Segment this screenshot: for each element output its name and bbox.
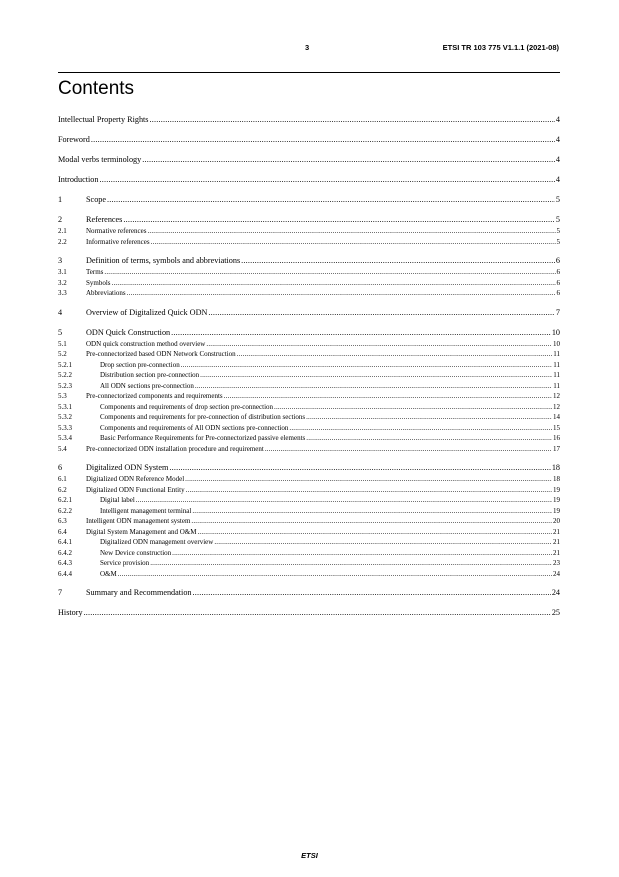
toc-entry-title: Components and requirements of drop section pre-connection (100, 402, 274, 411)
toc-entry-title: Intelligent ODN management system (86, 517, 191, 525)
toc-entry-page: 4 (555, 115, 560, 124)
toc-entry[interactable] (58, 587, 560, 599)
toc-entry-page: 23 (553, 559, 560, 567)
toc-entry-number: 5.4 (58, 444, 67, 453)
toc-dot-leader (123, 214, 555, 226)
toc-entry-number: 6.4.2 (58, 548, 72, 557)
toc-entry-title: O&M (100, 569, 117, 578)
toc-dot-leader (136, 495, 552, 506)
toc-entry-page: 17 (553, 444, 560, 453)
toc-entry-page: 24 (553, 569, 560, 578)
toc-entry-number: 6.2 (58, 485, 67, 494)
toc-dot-leader (118, 569, 552, 580)
toc-entry-title: ODN quick construction method overview (86, 339, 206, 348)
toc-dot-leader (151, 237, 556, 248)
toc-entry-title: Digitalized ODN Reference Model (86, 475, 185, 483)
toc-entry[interactable] (58, 134, 560, 146)
toc-entry-title: Digitalized ODN management overview (100, 538, 214, 546)
toc-entry[interactable] (58, 237, 560, 248)
toc-entry-title: Basic Performance Requirements for Pre-connectorized passive elements (100, 434, 306, 442)
toc-dot-leader (224, 391, 552, 402)
toc-dot-leader (241, 255, 555, 267)
toc-dot-leader (127, 288, 556, 299)
toc-entry[interactable] (58, 495, 560, 506)
toc-entry[interactable] (58, 485, 560, 496)
toc-entry-number: 6.4.3 (58, 559, 72, 567)
toc-entry-number: 6.2.2 (58, 506, 72, 515)
toc-dot-leader (107, 194, 555, 206)
toc-entry-title: Symbols (86, 278, 111, 287)
toc-entry-number: 2 (58, 215, 63, 224)
toc-entry-page: 12 (553, 392, 560, 400)
toc-dot-leader (206, 339, 552, 350)
toc-entry-title: ODN Quick Construction (86, 327, 171, 337)
toc-entry-title: Scope (86, 195, 107, 204)
toc-dot-leader (150, 558, 552, 569)
toc-dot-leader (91, 134, 555, 146)
toc-entry-page: 18 (553, 475, 560, 483)
toc-entry-number: 5 (58, 327, 63, 337)
page-number: 3 (305, 43, 310, 52)
toc-entry-number: 3.3 (58, 289, 67, 297)
toc-entry-page: 5 (555, 215, 560, 224)
toc-dot-leader (84, 607, 551, 619)
toc-entry[interactable] (58, 327, 560, 339)
toc-entry-title: Distribution section pre-connection (100, 371, 200, 379)
toc-entry[interactable] (58, 339, 560, 350)
toc-dot-leader (181, 360, 553, 371)
toc-entry-title: Components and requirements for pre-connection of distribution sections (100, 413, 306, 421)
toc-entry-title: Digital label (100, 496, 135, 504)
toc-entry-page: 4 (555, 135, 560, 144)
toc-entry-page: 5 (556, 227, 560, 235)
toc-entry-page: 7 (555, 307, 560, 317)
toc-entry[interactable] (58, 288, 560, 299)
toc-entry[interactable] (58, 349, 560, 360)
toc-entry[interactable] (58, 537, 560, 548)
toc-entry-title: Overview of Digitalized Quick ODN (86, 307, 208, 317)
toc-entry[interactable] (58, 194, 560, 206)
toc-entry-number: 5.3.3 (58, 423, 72, 432)
page-title: Contents (58, 78, 135, 99)
toc-dot-leader (193, 587, 551, 599)
toc-entry-number: 6.4 (58, 527, 67, 536)
toc-dot-leader (265, 444, 552, 455)
toc-entry-page: 10 (551, 327, 560, 337)
toc-entry-title: Pre-connectorized components and requirements (86, 392, 223, 400)
toc-dot-leader (99, 174, 554, 186)
toc-entry-number: 5.2.3 (58, 381, 72, 390)
toc-entry[interactable] (58, 516, 560, 527)
toc-entry-page: 4 (555, 175, 560, 184)
toc-entry-page: 5 (556, 237, 560, 246)
toc-dot-leader (274, 402, 552, 413)
toc-entry-page: 15 (553, 423, 560, 432)
toc-entry-number: 5.1 (58, 339, 67, 348)
toc-dot-leader (214, 537, 552, 548)
toc-entry-number: 6 (58, 463, 63, 472)
toc-entry-title: Service provision (100, 559, 150, 567)
toc-entry[interactable] (58, 527, 560, 538)
toc-entry[interactable] (58, 278, 560, 289)
toc-entry-title: Terms (86, 268, 104, 276)
toc-entry-page: 18 (551, 463, 560, 472)
document-id: ETSI TR 103 775 V1.1.1 (2021-08) (442, 43, 559, 52)
toc-entry-page: 11 (553, 350, 560, 358)
toc-entry-number: 2.1 (58, 227, 67, 235)
toc-entry-page: 6 (556, 268, 560, 276)
toc-dot-leader (169, 462, 550, 474)
toc-entry-page: 11 (553, 360, 560, 369)
toc-dot-leader (306, 433, 552, 444)
toc-entry-page: 20 (553, 517, 560, 525)
toc-entry[interactable] (58, 360, 560, 371)
toc-entry-title: Pre-connectorized ODN installation procedure and requirement (86, 444, 264, 453)
toc-entry[interactable] (58, 444, 560, 455)
toc-dot-leader (289, 423, 552, 434)
toc-dot-leader (306, 412, 552, 423)
toc-entry-number: 4 (58, 307, 63, 317)
toc-dot-leader (208, 307, 554, 319)
toc-entry[interactable] (58, 506, 560, 517)
toc-dot-leader (186, 485, 552, 496)
toc-dot-leader (172, 548, 552, 559)
toc-dot-leader (197, 527, 552, 538)
toc-entry[interactable] (58, 307, 560, 319)
toc-entry-page: 6 (555, 256, 560, 265)
toc-entry-number: 5.3.1 (58, 402, 72, 411)
toc-entry[interactable] (58, 607, 560, 619)
toc-entry[interactable] (58, 569, 560, 580)
toc-entry[interactable] (58, 391, 560, 402)
toc-entry-number: 6.1 (58, 475, 67, 483)
toc-entry-number: 6.4.4 (58, 569, 72, 578)
toc-entry-title: References (86, 215, 123, 224)
toc-dot-leader (237, 349, 553, 360)
toc-dot-leader (142, 154, 555, 166)
toc-entry-title: Intelligent management terminal (100, 506, 192, 515)
toc-entry-page: 19 (553, 485, 560, 494)
footer-etsi: ETSI (301, 851, 318, 860)
toc-entry[interactable] (58, 402, 560, 413)
toc-entry-title: New Device construction (100, 548, 172, 557)
toc-entry-page: 19 (553, 506, 560, 515)
toc-entry-number: 2.2 (58, 237, 67, 246)
toc-entry-number: 5.2.2 (58, 371, 72, 379)
toc-entry-number: 5.3 (58, 392, 67, 400)
toc-entry-number: 5.2.1 (58, 360, 72, 369)
toc-entry[interactable] (58, 381, 560, 392)
toc-entry-title: Foreword (58, 135, 90, 144)
toc-entry-title: Pre-connectorized based ODN Network Construction (86, 350, 236, 358)
toc-dot-leader (191, 516, 552, 527)
toc-entry-page: 21 (553, 538, 560, 546)
toc-dot-leader (171, 327, 551, 339)
toc-entry[interactable] (58, 412, 560, 423)
toc-entry[interactable] (58, 423, 560, 434)
toc-entry[interactable] (58, 558, 560, 569)
toc-entry-title: Intellectual Property Rights (58, 115, 149, 124)
toc-entry[interactable] (58, 226, 560, 237)
toc-dot-leader (104, 267, 555, 278)
toc-entry-title: Definition of terms, symbols and abbreviations (86, 256, 241, 265)
toc-entry-title: Components and requirements of All ODN sections pre-connection (100, 423, 289, 432)
toc-dot-leader (150, 114, 555, 126)
toc-entry-title: Informative references (86, 237, 150, 246)
toc-dot-leader (195, 381, 552, 392)
toc-entry-number: 6.2.1 (58, 496, 72, 504)
toc-entry-title: Modal verbs terminology (58, 155, 142, 164)
toc-entry-number: 7 (58, 588, 63, 597)
toc-entry-page: 11 (553, 371, 560, 379)
toc-entry-number: 5.2 (58, 350, 67, 358)
toc-entry-title: Digitalized ODN Functional Entity (86, 485, 185, 494)
toc-entry-number: 6.3 (58, 517, 67, 525)
toc-entry-page: 21 (553, 527, 560, 536)
toc-entry-page: 21 (553, 548, 560, 557)
toc-entry-number: 5.3.4 (58, 434, 72, 442)
toc-entry-number: 3.2 (58, 278, 67, 287)
toc-entry-number: 6.4.1 (58, 538, 72, 546)
toc-entry-number: 3.1 (58, 268, 67, 276)
toc-entry-page: 11 (553, 381, 560, 390)
toc-entry-title: Normative references (86, 227, 147, 235)
table-of-contents (58, 114, 560, 619)
toc-entry[interactable] (58, 174, 560, 186)
toc-entry-page: 25 (551, 608, 560, 617)
toc-entry-title: History (58, 608, 83, 617)
toc-entry[interactable] (58, 154, 560, 166)
toc-entry-number: 3 (58, 256, 63, 265)
toc-entry-title: Drop section pre-connection (100, 360, 180, 369)
toc-dot-leader (185, 474, 552, 485)
toc-entry[interactable] (58, 548, 560, 559)
toc-dot-leader (200, 370, 552, 381)
toc-entry-page: 19 (553, 496, 560, 504)
toc-entry[interactable] (58, 370, 560, 381)
toc-entry-number: 1 (58, 195, 63, 204)
toc-entry-title: Abbreviations (86, 289, 126, 297)
toc-entry-page: 5 (555, 195, 560, 204)
toc-entry-page: 16 (553, 434, 560, 442)
toc-entry-page: 10 (553, 339, 560, 348)
toc-entry-title: All ODN sections pre-connection (100, 381, 194, 390)
toc-dot-leader (147, 226, 555, 237)
toc-entry[interactable] (58, 433, 560, 444)
toc-entry-page: 24 (551, 588, 560, 597)
toc-entry-title: Introduction (58, 175, 99, 184)
toc-entry[interactable] (58, 114, 560, 126)
toc-dot-leader (192, 506, 552, 517)
toc-entry-page: 6 (556, 289, 560, 297)
toc-entry-page: 4 (555, 155, 560, 164)
header-rule (58, 72, 560, 73)
toc-entry-page: 6 (556, 278, 560, 287)
toc-entry-title: Digital System Management and O&M (86, 527, 197, 536)
toc-entry[interactable] (58, 255, 560, 267)
toc-entry-page: 12 (553, 402, 560, 411)
toc-entry[interactable] (58, 474, 560, 485)
toc-entry-number: 5.3.2 (58, 413, 72, 421)
toc-entry[interactable] (58, 214, 560, 226)
toc-entry[interactable] (58, 267, 560, 278)
toc-entry[interactable] (58, 462, 560, 474)
toc-entry-title: Summary and Recommendation (86, 588, 192, 597)
toc-entry-title: Digitalized ODN System (86, 463, 169, 472)
toc-dot-leader (112, 278, 556, 289)
toc-entry-page: 14 (553, 413, 560, 421)
